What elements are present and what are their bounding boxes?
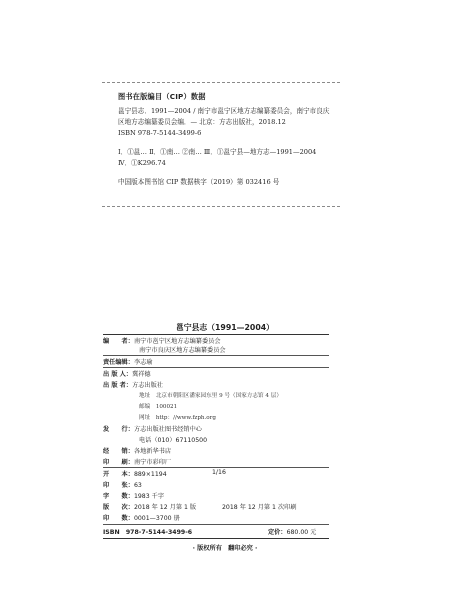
cip-bottom-divider: [102, 206, 340, 207]
editor-1: 南宁市邕宁区地方志编纂委员会: [133, 338, 221, 345]
isbn-row: [103, 527, 192, 536]
edition: 2018 年 12 月第 1 版: [133, 504, 197, 511]
address: 北京市朝阳区潘家园东里 9 号（国家方志馆 4 层）: [155, 393, 282, 399]
publisher-person-label: 出 版 人：: [103, 371, 133, 378]
book-isbn: ISBN 978-7-5144-3499-6: [103, 529, 193, 536]
cip-bibliographic-entry: 邕宁县志．1991—2004 / 南宁市邕宁区地方志编纂委员会，南宁市良庆区地方志编纂委员会编．— 北京：方志出版社，2018.12: [118, 107, 330, 126]
sheets-row: [103, 480, 142, 489]
distribution-row: [103, 424, 202, 433]
publisher-person: 冀祥德: [132, 371, 151, 378]
cip-heading: 图书在版编目（CIP）数据: [118, 92, 206, 101]
divider: [103, 355, 329, 356]
postcode-label: 邮编: [139, 404, 151, 410]
format-label: 开 本：: [103, 471, 134, 478]
website-label: 网址: [139, 415, 151, 421]
address-label: 地址: [139, 393, 151, 399]
edition-row: [103, 502, 196, 511]
website[interactable]: http：//www.fzph.org: [155, 415, 216, 421]
distribution: 方志出版社图书经销中心: [133, 426, 202, 433]
format: 889×1194: [133, 471, 167, 478]
publisher-row: [103, 380, 163, 389]
resp-editor-label: 责任编辑：: [103, 359, 134, 366]
price-row: [268, 527, 316, 536]
impression: 2018 年 12 月第 1 次印刷: [222, 504, 297, 511]
address-line: [139, 391, 282, 399]
price-label: 定价：: [268, 529, 287, 536]
print: 南宁市彩印厂: [133, 459, 172, 466]
sheets-label: 印 张：: [103, 482, 134, 489]
phone-row: [139, 435, 207, 444]
divider: [103, 524, 329, 525]
format-split: 1/16: [212, 469, 226, 476]
words-row: [103, 491, 164, 500]
words-label: 字 数：: [103, 493, 134, 500]
publisher-person-row: [103, 369, 151, 378]
title-rule: [103, 334, 329, 335]
sales-row: [103, 446, 171, 455]
impression-row: [222, 502, 297, 511]
divider: [103, 367, 329, 368]
format-split-row: [212, 469, 226, 476]
editor-row-2: [139, 345, 226, 354]
publisher: 方志出版社: [132, 382, 163, 389]
price: 680.00 元: [286, 529, 317, 536]
cip-top-divider: [102, 82, 340, 83]
sales-label: 经 销：: [103, 448, 134, 455]
divider: [103, 467, 329, 468]
copies-row: [103, 513, 180, 522]
words: 1983 千字: [133, 493, 165, 500]
editor-label: 编 者：: [103, 338, 134, 345]
bottom-rule: [103, 538, 329, 539]
cip-isbn: ISBN 978-7-5144-3499-6: [118, 129, 202, 137]
print-row: [103, 457, 171, 466]
postcode-line: [139, 402, 177, 410]
editor-2: 南宁市良庆区地方志编纂委员会: [139, 347, 226, 354]
format-row: [103, 469, 167, 478]
edition-label: 版 次：: [103, 504, 134, 511]
postcode: 100021: [155, 404, 178, 410]
website-line: [139, 413, 216, 421]
resp-editor: 李志瑜: [133, 359, 153, 366]
copyright-notice: · 版权所有 翻印必究 ·: [192, 545, 258, 552]
book-title: 邕宁县志（1991—2004）: [176, 323, 274, 332]
cip-description: [118, 106, 330, 188]
resp-editor-row: [103, 357, 153, 366]
copies-label: 印 数：: [103, 515, 134, 522]
distribution-label: 发 行：: [103, 426, 134, 433]
print-label: 印 刷：: [103, 459, 134, 466]
cip-classification: Ⅰ．①邕… Ⅱ．①南… ②南… Ⅲ．①邕宁县—地方志—1991—2004 Ⅳ．①K296.74: [118, 148, 317, 167]
phone: 电话（010）67110500: [139, 437, 208, 444]
editor-row: [103, 336, 221, 345]
copies: 0001—3700 册: [133, 515, 180, 522]
sheets: 63: [133, 482, 142, 489]
sales: 各地新华书店: [133, 448, 172, 455]
publisher-label: 出 版 者：: [103, 382, 133, 389]
cip-record-number: 中国版本图书馆 CIP 数据核字（2019）第 032416 号: [118, 178, 280, 186]
